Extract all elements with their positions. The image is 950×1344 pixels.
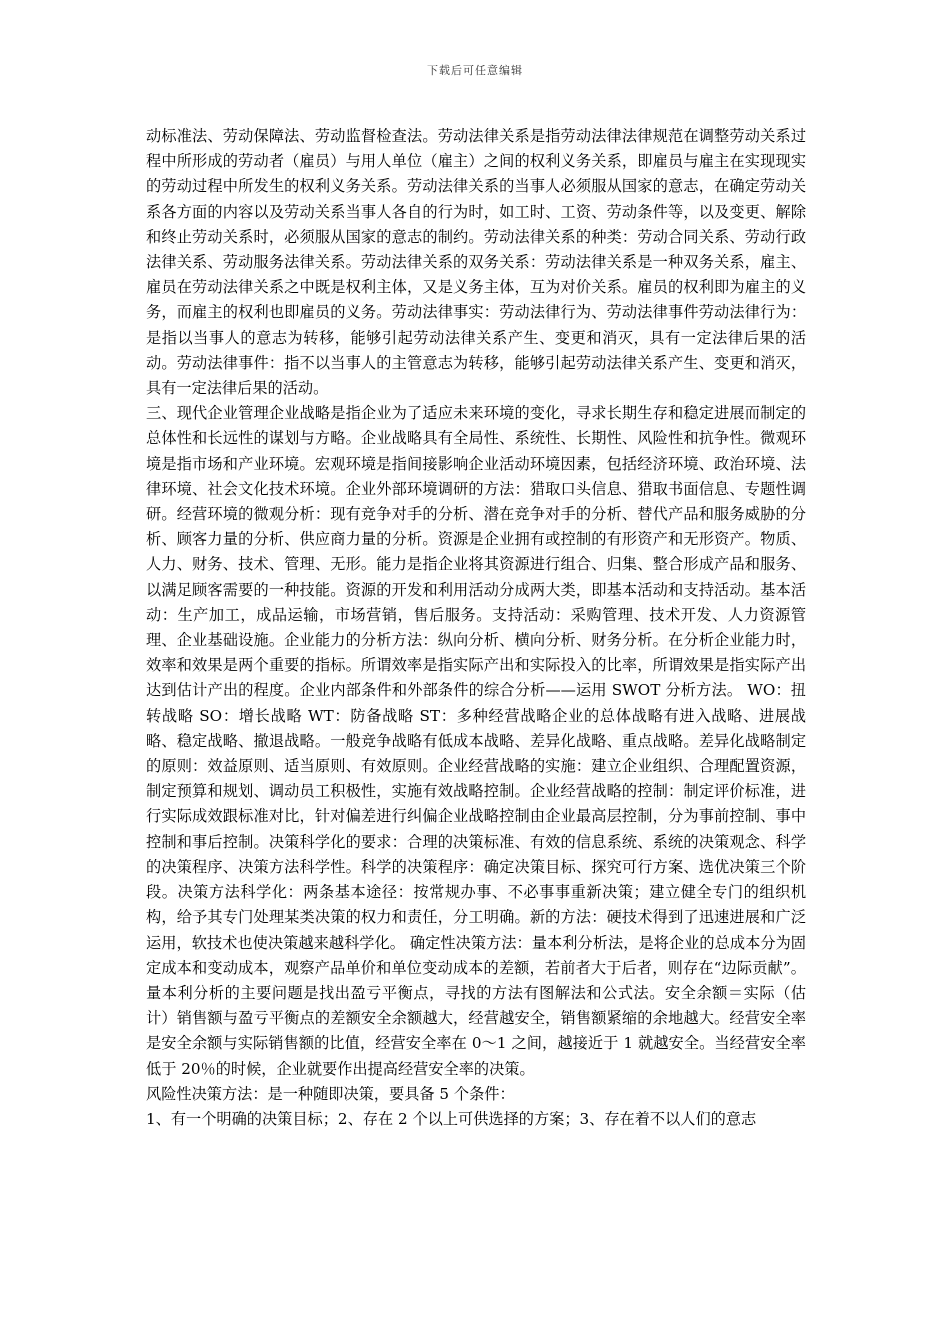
paragraph-conditions: 1、有一个明确的决策目标；2、存在 2 个以上可供选择的方案；3、存在着不以人们的意志 [146,1109,757,1128]
paragraph-labor-law: 动标准法、劳动保障法、劳动监督检查法。劳动法律关系是指劳动法律法律规范在调整劳动关系过程中所形成的劳动者（雇员）与用人单位（雇主）之间的权利义务关系，即雇员与雇主在实现现实的劳动过程中所发生的权利义务关系。劳动法律关系的当事人必须服从国家的意志，在确定劳动关系各方面的内容以及劳动关系当事人各自的行为时，如工时、工资、劳动条件等，以及变更、解除和终止劳动关系时，必须服从国家的意志的制约。劳动法律关系的种类：劳动合同关系、劳动行政法律关系、劳动服务法律关系。劳动法律关系的双务关系：劳动法律关系是一种双务关系，雇主、雇员在劳动法律关系之中既是权利主体，又是义务主体，互为对价关系。雇员的权利即为雇主的义务，而雇主的权利也即雇员的义务。劳动法律事实：劳动法律行为、劳动法律事件劳动法律行为：是指以当事人的意志为转移，能够引起劳动法律关系产生、变更和消灭，具有一定法律后果的活动。劳动法律事件：指不以当事人的主管意志为转移，能够引起劳动法律关系产生、变更和消灭，具有一定法律后果的活动。 [146,127,806,398]
document-body [146,124,806,1132]
paragraph-enterprise-management: 三、现代企业管理企业战略是指企业为了适应未来环境的变化，寻求长期生存和稳定进展而制定的总体性和长远性的谋划与方略。企业战略具有全局性、系统性、长期性、风险性和抗争性。微观环境是指市场和产业环境。宏观环境是指间接影响企业活动环境因素，包括经济环境、政治环境、法律环境、社会文化技术环境。企业外部环境调研的方法：猎取口头信息、猎取书面信息、专题性调研。经营环境的微观分析：现有竞争对手的分析、潜在竞争对手的分析、替代产品和服务威胁的分析、顾客力量的分析、供应商力量的分析。资源是企业拥有或控制的有形资产和无形资产。物质、人力、财务、技术、管理、无形。能力是指企业将其资源进行组合、归集、整合形成产品和服务、以满足顾客需要的一种技能。资源的开发和利用活动分成两大类，即基本活动和支持活动。基本活动：生产加工，成品运输，市场营销，售后服务。支持活动：采购管理、技术开发、人力资源管理、企业基础设施。企业能力的分析方法：纵向分析、横向分析、财务分析。在分析企业能力时，效率和效果是两个重要的指标。所谓效率是指实际产出和实际投入的比率，所谓效果是指实际产出达到估计产出的程度。企业内部条件和外部条件的综合分析——运用 SWOT 分析方法。 WO：扭转战略 SO：增长战略 WT：防备战略 ST：多种经营战略企业的总体战略有进入战略、进展战略、稳定战略、撤退战略。一般竞争战略有低成本战略、差异化战略、重点战略。差异化战略制定的原则：效益原则、适当原则、有效原则。企业经营战略的实施：建立企业组织、合理配置资源，制定预算和规划、调动员工积极性，实施有效战略控制。企业经营战略的控制：制定评价标准，进行实际成效跟标准对比，针对偏差进行纠偏企业战略控制由企业最高层控制，分为事前控制、事中控制和事后控制。决策科学化的要求：合理的决策标准、有效的信息系统、系统的决策观念、科学的决策程序、决策方法科学性。科学的决策程序：确定决策目标、探究可行方案、选优决策三个阶段。决策方法科学化：两条基本途径：按常规办事、不必事事重新决策；建立健全专门的组织机构，给予其专门处理某类决策的权力和责任，分工明确。新的方法：硬技术得到了迅速进展和广泛运用，软技术也使决策越来越科学化。 确定性决策方法：量本利分析法，是将企业的总成本分为固定成本和变动成本，观察产品单价和单位变动成本的差额，若前者大于后者，则存在“边际贡献”。量本利分析的主要问题是找出盈亏平衡点，寻找的方法有图解法和公式法。安全余额＝实际（估计）销售额与盈亏平衡点的差额安全余额越大，经营越安全，销售额紧缩的余地越大。经营安全率是安全余额与实际销售额的比值，经营安全率在 0～1 之间，越接近于 1 就越安全。当经营安全率低于 20％的时候，企业就要作出提高经营安全率的决策。 [146,404,806,1078]
page-header: 下载后可任意编辑 [427,64,523,77]
paragraph-risk-decision: 风险性决策方法：是一种随即决策，要具备 5 个条件： [146,1084,515,1103]
